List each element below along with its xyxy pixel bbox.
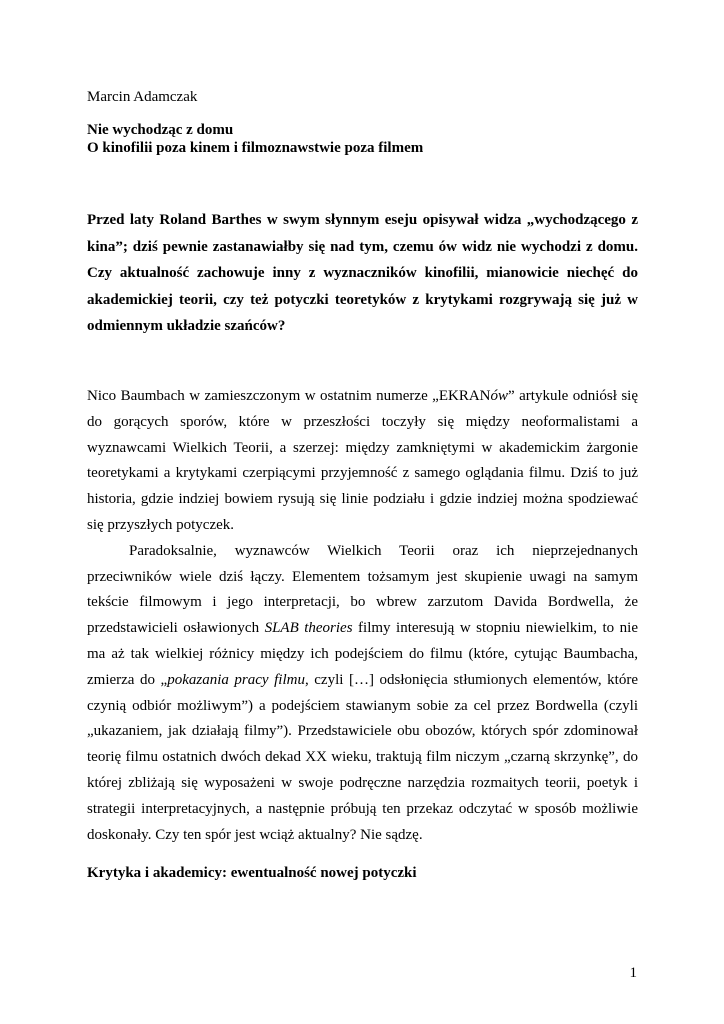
body-text	[87, 384, 638, 848]
section-heading: Krytyka i akademicy: ewentualność nowej potyczki	[87, 865, 417, 881]
main-title: Nie wychodząc z domu	[87, 122, 234, 138]
lead-paragraph: Przed laty Roland Barthes w swym słynnym eseju opisywał widza „wychodzącego z kina”; dziś pewnie zastanawiałby się nad tym, czemu ów widz nie wychodzi z domu. Czy aktualność zachowuje inny z wyznaczników kinofilii, mianowicie niechęć do akademickiej teorii, czy też potyczki teoretyków z krytykami rozgrywają się już w odmiennym układzie szańców?	[87, 212, 638, 335]
paragraph-2-italic-slab: SLAB theories	[264, 620, 353, 637]
paragraph-2-part-a: Paradoksalnie, wyznawców Wielkich Teorii oraz ich nieprzejednanych przeciwników wiele dziś łączy. Elementem tożsamym jest skupienie uwagi na samym tekście filmowym i jego interpretacji, bo wbrew zarzutom Davida Bordwella, że przedstawicieli osławionych	[87, 542, 638, 637]
title-block	[87, 121, 638, 157]
author-name: Marcin Adamczak	[87, 89, 198, 105]
page-number: 1	[629, 965, 637, 981]
paragraph-2-part-c: filmy interesują w stopniu niewielkim, to nie ma aż tak wielkiej różnicy między ich podejściem do filmu (które, cytując Baumbacha, zmierza do „	[87, 620, 638, 688]
paragraph-1-italic: ów	[490, 388, 509, 404]
paragraph-1-part-c: ” artykule odniósł się do gorących sporów, które w przeszłości toczyły się między neoformalistami a wyznawcami Wielkich Teorii, a szerzej: między zamkniętymi w akademickim żargonie teoretykami a krytykami czerpiącymi przyjemność z samego oglądania filmu. Dziś to już historia, gdzie indziej bowiem rysują się linie podziału i gdzie indziej można spodziewać się przyszłych potyczek.	[87, 388, 638, 533]
paragraph-2	[87, 539, 638, 849]
paragraph-2-italic-quote: pokazania pracy filmu	[167, 671, 305, 688]
subtitle: O kinofilii poza kinem i filmoznawstwie poza filmem	[87, 140, 424, 156]
paragraph-1-part-a: Nico Baumbach w zamieszczonym w ostatnim numerze „EKRAN	[87, 388, 491, 404]
paragraph-1	[87, 384, 638, 539]
paragraph-2-part-e: , czyli […] odsłonięcia stłumionych elementów, które czynią odbiór możliwym”) a podejściem stawianym sobie za cel przez Bordwella (czyli „ukazaniem, jak działają filmy”). Przedstawiciele obu obozów, których spór zdominował teorię filmu ostatnich dwóch dekad XX wieku, traktują film niczym „czarną skrzynkę”, do której zbliżają się wyposażeni w swoje podręczne narzędzia rozmaitych teorii, poetyk i strategii interpretacyjnych, a następnie próbują ten przekaz odczytać w sposób możliwie doskonały. Czy ten spór jest wciąż aktualny? Nie sądzę.	[87, 671, 639, 843]
